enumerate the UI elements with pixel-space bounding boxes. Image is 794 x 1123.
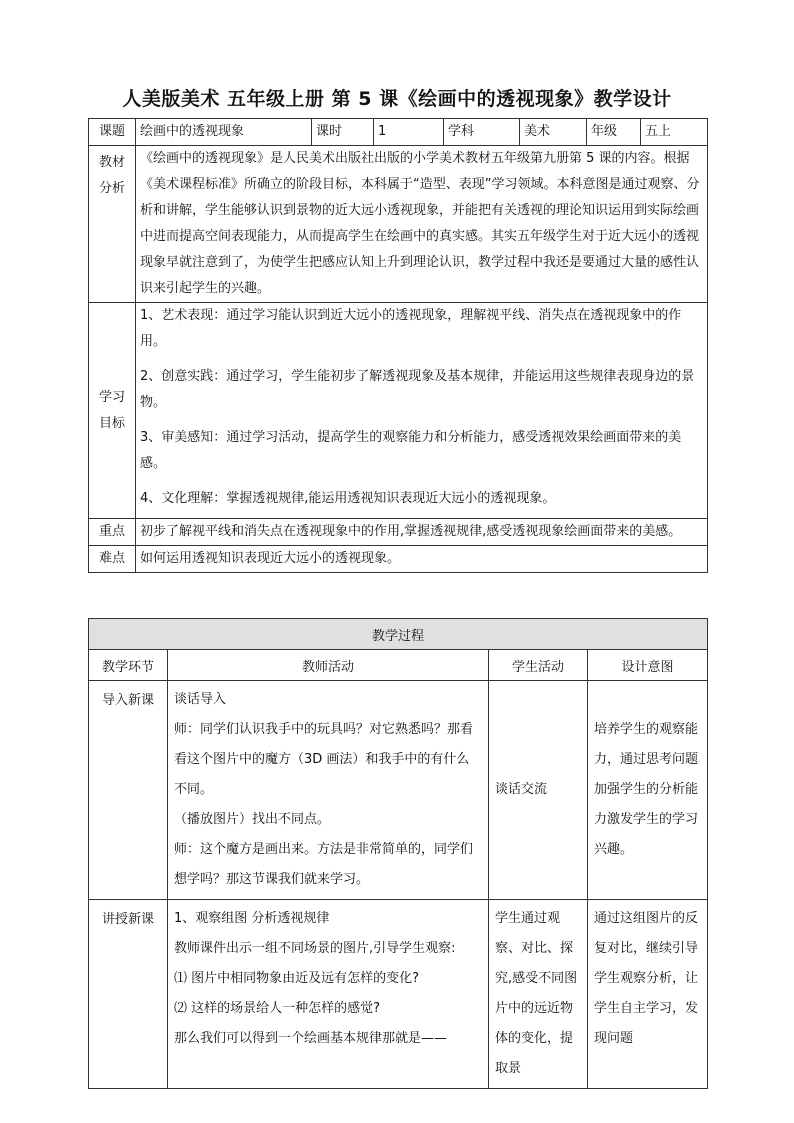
table-row [89,900,708,1089]
goals-list [136,303,708,519]
difficulty-label: 难点 [89,546,136,573]
process-header: 教学过程 [89,619,708,650]
page-title: 人美版美术 五年级上册 第 5 课《绘画中的透视现象》教学设计 [122,88,672,110]
process-table [88,618,708,1089]
goal-item: 4、文化理解：掌握透视规律,能运用透视知识表现近大远小的透视现象。 [140,491,556,506]
teacher-activity: 1、观察组图 分析透视规律 教师课件出示一组不同场景的图片,引导学生观察: ⑴ 图片中相同物象由近及远有怎样的变化? ⑵ 这样的场景给人一种怎样的感觉? 那么我们可以得到一个绘画基本规律那就是—— [168,900,489,1089]
difficulty-text: 如何运用透视知识表现近大远小的透视现象。 [136,546,708,573]
hours-label: 课时 [312,119,374,146]
topic-value: 绘画中的透视现象 [136,119,312,146]
goal-item: 1、艺术表现：通过学习能认识到近大远小的透视现象，理解视平线、消失点在透视现象中的作用。 [140,308,682,349]
column-header-stage: 教学环节 [89,650,168,681]
key-label: 重点 [89,519,136,546]
column-header-student: 学生活动 [489,650,588,681]
goal-item: 3、审美感知：通过学习活动，提高学生的观察能力和分析能力，感受透视效果绘画面带来的美感。 [140,430,682,471]
teacher-activity: 谈话导入 师：同学们认识我手中的玩具吗？对它熟悉吗？那看看这个图片中的魔方（3D 画法）和我手中的有什么不同。 （播放图片）找出不同点。 师：这个魔方是画出来。方法是非常简单的，同学们想学吗？那这节课我们就来学习。 [168,681,489,900]
column-header-intent: 设计意图 [588,650,708,681]
topic-label: 课题 [89,119,136,146]
subject-label: 学科 [444,119,520,146]
column-header-teacher: 教师活动 [168,650,489,681]
stage-cell: 导入新课 [89,681,168,900]
analysis-label: 教材 分析 [89,146,136,303]
design-intent: 培养学生的观察能力，通过思考问题加强学生的分析能力激发学生的学习兴趣。 [588,681,708,900]
student-activity: 学生通过观察、对比、探究,感受不同图片中的远近物体的变化，提取景 [489,900,588,1089]
analysis-text: 《绘画中的透视现象》是人民美术出版社出版的小学美术教材五年级第九册第 5 课的内容。根据《美术课程标准》所确立的阶段目标，本科属于“造型、表现”学习领域。本科意图是通过观察、分析和讲解，学生能够认识到景物的近大远小透视现象，并能把有关透视的理论知识运用到实际绘画中进而提高空间表现能力，从而提高学生在绘画中的真实感。其实五年级学生对于近大远小的透视现象早就注意到了，为使学生把感应认知上升到理论认识，教学过程中我还是要通过大量的感性认识来引起学生的兴趣。 [136,146,708,303]
key-text: 初步了解视平线和消失点在透视现象中的作用,掌握透视规律,感受透视现象绘画面带来的美感。 [136,519,708,546]
subject-value: 美术 [520,119,587,146]
student-activity: 谈话交流 [489,681,588,900]
stage-cell: 讲授新课 [89,900,168,1089]
goals-label: 学习 目标 [89,303,136,519]
hours-value: 1 [374,119,444,146]
goal-item: 2、创意实践：通过学习，学生能初步了解透视现象及基本规律，并能运用这些规律表现身边的景物。 [140,369,695,410]
lesson-info-table [88,118,708,573]
grade-value: 五上 [641,119,708,146]
design-intent: 通过这组图片的反复对比，继续引导学生观察分析，让学生自主学习，发现问题 [588,900,708,1089]
grade-label: 年级 [587,119,641,146]
table-row [89,681,708,900]
